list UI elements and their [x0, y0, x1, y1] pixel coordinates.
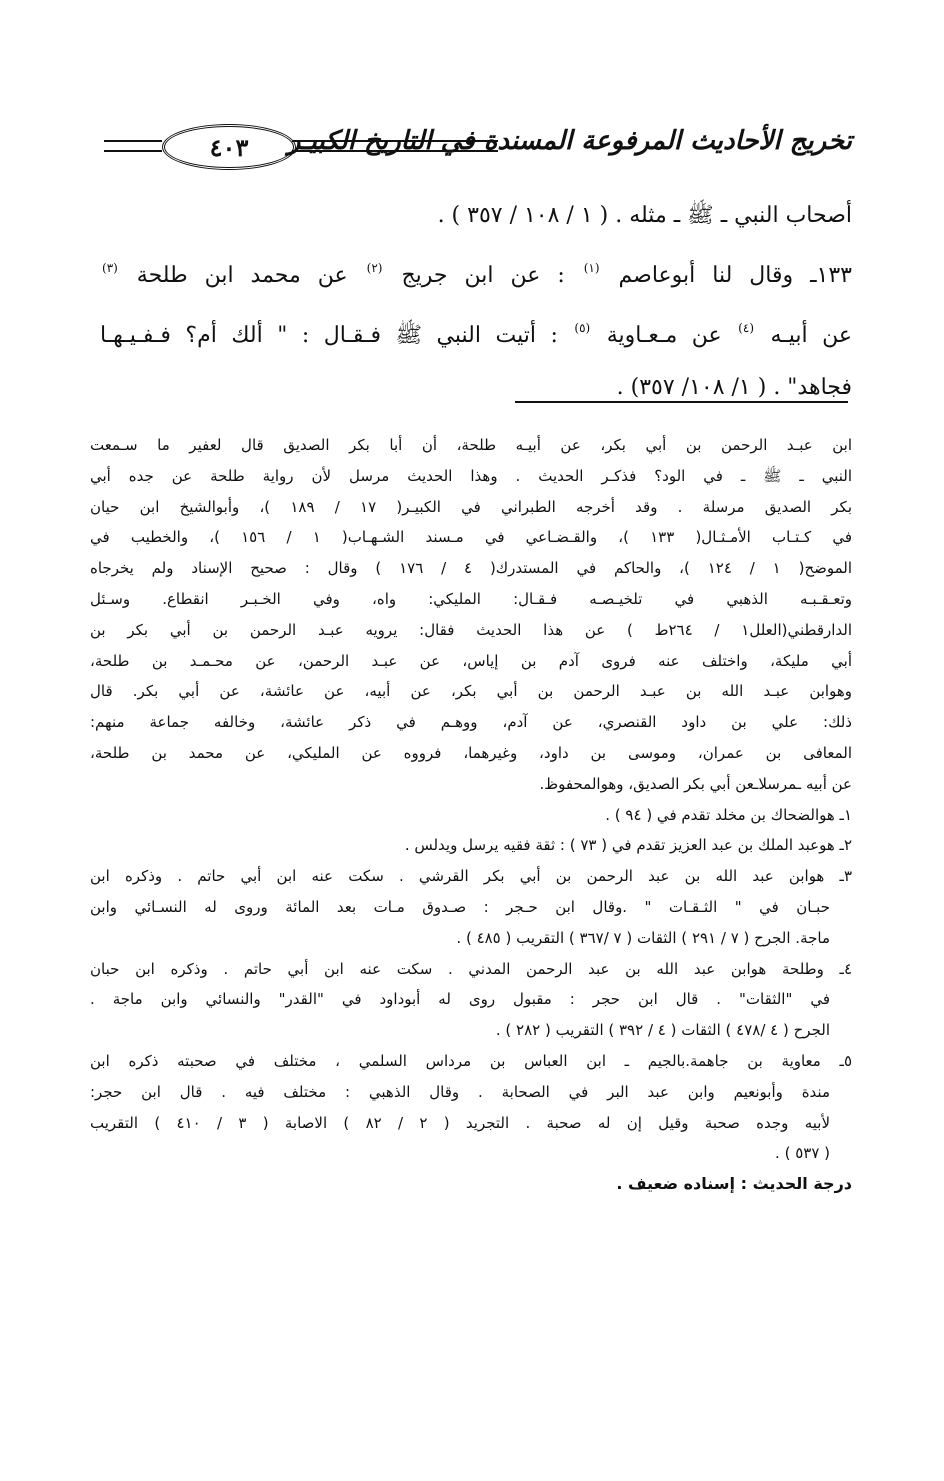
footnote-line: بكر الصديق مرسلة . وقد أخرجه الطبراني في الكبيـر( ١٧ / ١٨٩ )، وأبوالشيخ ابن حيان: [90, 497, 852, 516]
footnote-line: ١ـ هوالضحاك بن مخلد تقدم في ( ٩٤ ) .: [605, 805, 852, 824]
footnote-line: ٤ـ وطلحة هوابن عبد الله بن عبد الرحمن المدني . سكت عنه ابن أبي حاتم . وذكره ابن حبان: [90, 959, 852, 978]
main-line-3: عن أبيـه $^{(٤)}$ عن مـعـاوية $^{(٥)}$ : أتيت النبي ﷺ فـقـال : " ألك أم؟ فـفـيـهـا: [100, 321, 853, 348]
footnote-line: الجرح ( ٤ /٤٧٨ ) الثقات ( ٤ / ٣٩٢ ) التقريب ( ٢٨٢ ) .: [495, 1021, 830, 1040]
footnote-line: في "الثقات" . قال ابن حجر : مقبول روى له أبوداود في "القدر" والنسائي وابن ماجة .: [90, 990, 830, 1009]
footnotes: [90, 430, 852, 1200]
header-rule-left: [104, 140, 162, 152]
main-line-1: أصحاب النبي ـ ﷺ ـ مثله . ( ١ / ١٠٨ / ٣٥٧ ) .: [437, 203, 852, 228]
footnote-line: ماجة. الجرح ( ٧ / ٢٩١ ) الثقات ( ٧ /٣٦٧ ) التقريب ( ٤٨٥ ) .: [456, 928, 830, 947]
footnote-line: الموضح( ١ / ١٢٤ )، والحاكم في المستدرك( ٤ / ١٧٦ ) وقال : صحيح الإسناد ولم يخرجاه: [90, 559, 852, 578]
footnote-line: ذلك: علي بن داود القنصري، عن آدم، ووهـم في ذكر عائشة، وخالفه جماعة منهم:: [90, 713, 852, 732]
footnote-line: في كـتـاب الأمـثـال( ١٣٣ )، والقـضـاعي في مـسند الشـهـاب( ١ / ١٥٦ )، والخطيب في: [90, 528, 852, 547]
hadith-grade: درجة الحديث : إسناده ضعيف .: [616, 1174, 852, 1194]
footnote-line: المعافى بن عمران، وموسى بن داود، وغيرهما، فرووه عن المليكي، عن محمد بن طلحة،: [90, 743, 852, 762]
footnote-line: النبي ـ ﷺ ـ في الود؟ فذكـر الحديث . وهذا الحديث مرسل لأن رواية طلحة عن جده أبي: [90, 466, 852, 485]
main-line-4: فجاهد" . ( ١/ ١٠٨/ ٣٥٧) .: [616, 375, 852, 400]
footnote-line: أبي مليكة، واختلف عنه فروى آدم بن إياس، عن عبـد الرحمن، عن محـمـد بن طلحة،: [90, 651, 852, 670]
footnote-line: حبـان في " الثـقـات " .وقال ابن حـجر : صـدوق مـات بعد المائة وروى له النسـائي وابن: [90, 897, 830, 916]
main-line-2: ١٣٣ـ وقال لنا أبوعاصم $^{(١)}$ : عن ابن جريج $^{(٢)}$ عن محمد ابن طلحة $^{(٣)}$: [102, 261, 852, 288]
footnote-line: ابن عبـد الرحمن بن أبي بكر، عن أبيـه طلحة، أن أبا بكر الصديق قال لعفير ما سـمعت: [90, 436, 852, 454]
page-number-oval: [162, 124, 296, 170]
footnote-line: ٢ـ هوعبد الملك بن عبد العزيز تقدم في ( ٧٣ ) : ثقة فقيه يرسل ويدلس .: [404, 836, 852, 855]
footnote-line: لأبيه وجده صحبة وقيل إن له صحبة . التجريد ( ٢ / ٨٢ ) الاصابة ( ٣ / ٤١٠ ) التقريب: [90, 1113, 830, 1132]
footnote-line: الدارقطني(العلل١ / ٢٦٤ط ) عن هذا الحديث فقال: يرويه عبـد الرحمن بن أبي بكر بن: [90, 620, 852, 639]
footnote-line: ٣ـ هوابن عبد الله بن عبد الرحمن بن أبي بكر القرشي . سكت عنه ابن أبي حاتم . وذكره ابن: [90, 867, 852, 886]
footnote-line: وتعـقـبـه الذهبي في تلخيـصـه فـقـال: المليكي: واه، وفي الخـبـر انقطاع. وسـئل: [90, 589, 852, 608]
page-number: ٤٠٣: [209, 132, 249, 162]
footnote-line: ( ٥٣٧ ) .: [775, 1144, 830, 1163]
footnote-separator: [515, 401, 848, 403]
book-title: تخريج الأحاديث المرفوعة المسندة في التاريخ الكبيـر: [287, 126, 852, 156]
page-header: [100, 118, 852, 178]
footnote-line: عن أبيه ـمرسلاـعن أبي بكر الصديق، وهوالمحفوظ.: [539, 774, 852, 793]
main-text: [100, 190, 852, 414]
footnote-line: وهوابن عبـد الله بن عبـد الرحمن بن أبي بكر، عن أبيه، عن عائشة، عن أبي بكر. قال: [90, 682, 852, 701]
footnote-line: ٥ـ معاوية بن جاهمة.بالجيم ـ ابن العباس بن مرداس السلمي ، مختلف في صحبته ذكره ابن: [90, 1051, 852, 1070]
footnote-line: مندة وأبونعيم وابن عبد البر في الصحابة . وقال الذهبي : مختلف فيه . قال ابن حجر:: [90, 1082, 830, 1101]
